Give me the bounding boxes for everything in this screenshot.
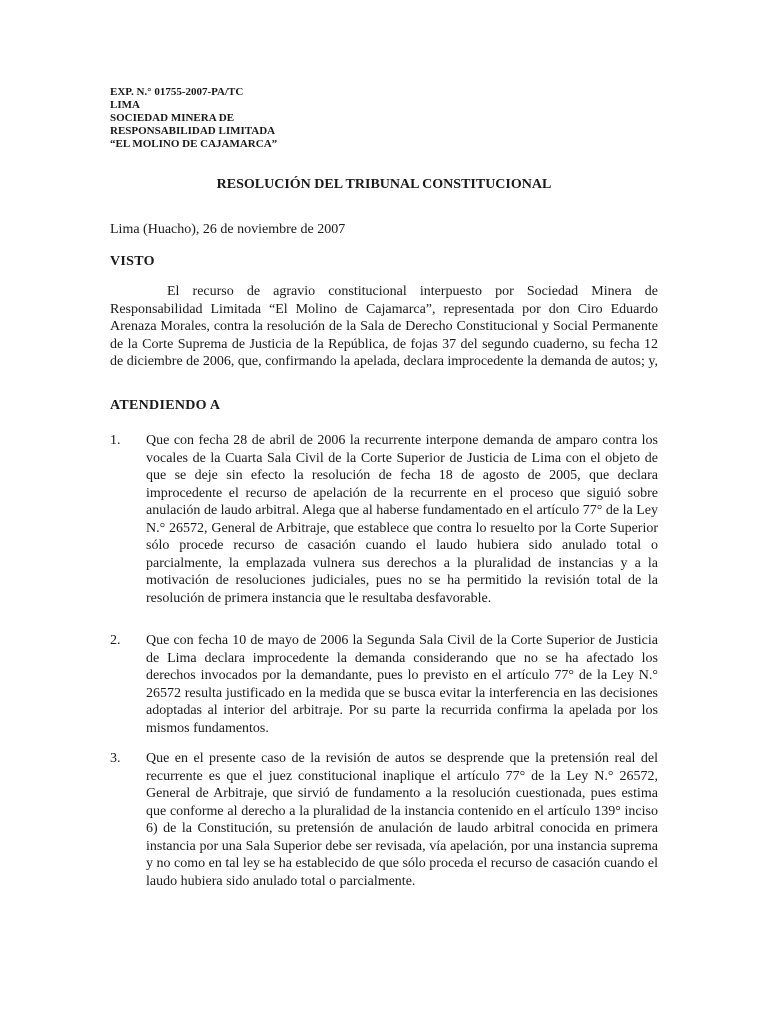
item-number: 3. [110, 751, 121, 766]
case-party-line-1: SOCIEDAD MINERA DE [110, 112, 235, 124]
item-text: Que en el presente caso de la revisión de autos se desprende que la pretensión real del recurrente es que el juez constitucional inaplique el artículo 77° de la Ley N.° 26572, General de Arbitraje, que sirvió de fundamento a la resolución cuestionada, pues estima que conforme al derecho a la pluralidad de la instancia contenido en el artículo 139° inciso 6) de la Constitución, su pretensión de anulación de laudo arbitral conocida en primera instancia por una Sala Superior debe ser revisada, vía apelación, por una instancia suprema y no como en tal ley se ha establecido de que sólo proceda el recurso de casación cuando el laudo hubiera sido anulado total o parcialmente. [146, 751, 658, 889]
case-party-line-2: RESPONSABILIDAD LIMITADA [110, 125, 276, 137]
item-text: Que con fecha 10 de mayo de 2006 la Segunda Sala Civil de la Corte Superior de Justicia de Lima declara improcedente la demanda considerando que no se ha afectado los derechos invocados por la demandante, pues lo previsto en el artículo 77° de la Ley N.° 26572 resulta justificado en la medida que se busca evitar la interferencia en las decisiones adoptadas al interior del arbitraje. Por su parte la recurrida confirma la apelada por los mismos fundamentos. [146, 633, 658, 736]
atendiendo-heading: ATENDIENDO A [110, 398, 221, 413]
numbered-item [110, 432, 658, 607]
case-number: EXP. N.° 01755-2007-PA/TC [110, 86, 244, 98]
document-title: RESOLUCIÓN DEL TRIBUNAL CONSTITUCIONAL [216, 177, 552, 192]
item-number: 2. [110, 633, 121, 648]
item-text: Que con fecha 28 de abril de 2006 la recurrente interpone demanda de amparo contra los vocales de la Cuarta Sala Civil de la Corte Superior de Justicia de Lima con el objeto de que se deje sin efecto la resolución de fecha 18 de agosto de 2005, que declara improcedente el recurso de apelación de la recurrente en el proceso que siguió sobre anulación de laudo arbitral. Alega que al haberse fundamentado en el artículo 77° de la Ley N.° 26572, General de Arbitraje, que establece que contra lo resuelto por la Corte Superior sólo procede recurso de casación cuando el laudo hubiera sido anulado total o parcialmente, la emplazada vulnera sus derechos a la pluralidad de instancias y a la motivación de resoluciones judiciales, pues no se ha permitido la revisión total de la resolución de primera instancia que le resultaba desfavorable. [146, 433, 658, 606]
case-location: LIMA [110, 99, 140, 111]
item-number: 1. [110, 433, 121, 448]
case-party-line-3: “EL MOLINO DE CAJAMARCA” [110, 138, 278, 150]
place-date: Lima (Huacho), 26 de noviembre de 2007 [110, 222, 346, 237]
case-header [110, 86, 277, 151]
numbered-item [110, 632, 658, 737]
numbered-item [110, 750, 658, 890]
visto-heading: VISTO [110, 254, 155, 269]
visto-paragraph: El recurso de agravio constitucional interpuesto por Sociedad Minera de Responsabilidad Limitada “El Molino de Cajamarca”, representada por don Ciro Eduardo Arenaza Morales, contra la resolución de la Sala de Derecho Constitucional y Social Permanente de la Corte Suprema de Justicia de la República, de fojas 37 del segundo cuaderno, su fecha 12 de diciembre de 2006, que, confirmando la apelada, declara improcedente la demanda de autos; y, [110, 284, 658, 369]
